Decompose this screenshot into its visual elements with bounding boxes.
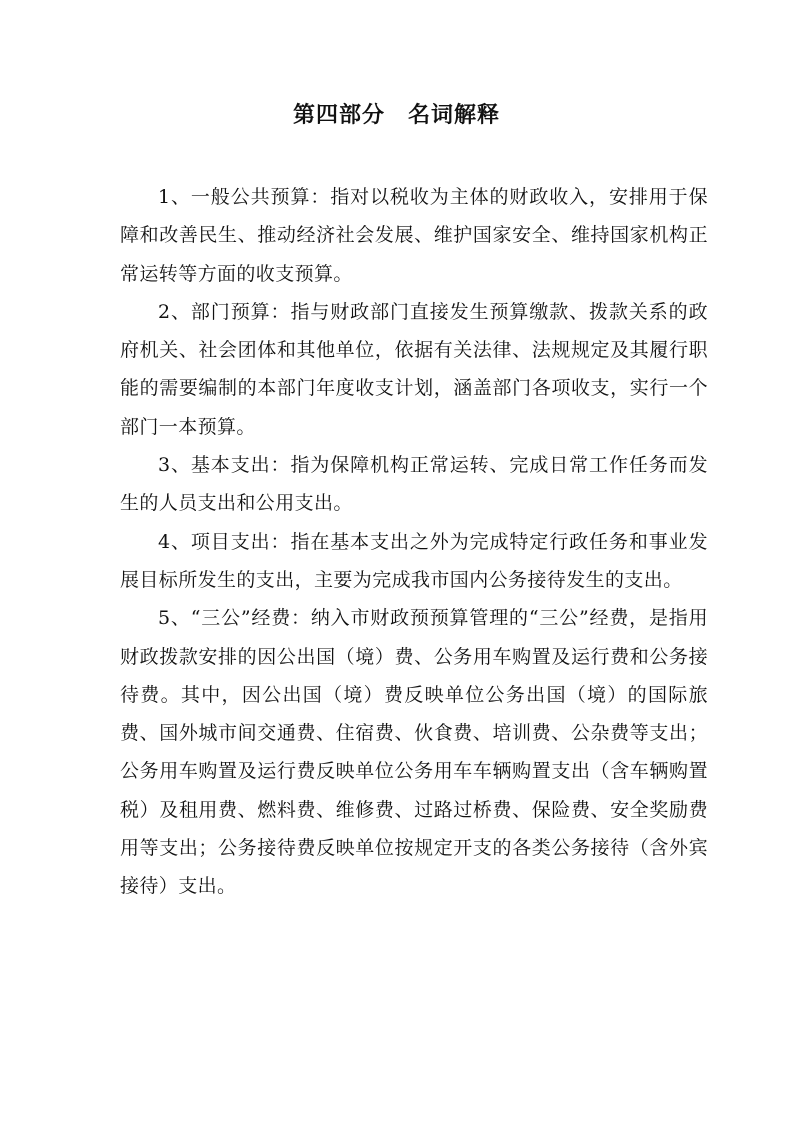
paragraph-project-expenditure: 4、项目支出：指在基本支出之外为完成特定行政任务和事业发展目标所发生的支出，主要为完成我市国内公务接待发生的支出。: [120, 530, 708, 591]
paragraph-three-public-expenses: 5、“三公”经费：纳入市财政预预算管理的“三公”经费，是指用财政拨款安排的因公出国（境）费、公务用车购置及运行费和公务接待费。其中，因公出国（境）费反映单位公务出国（境）的国际旅费、国外城市间交通费、住宿费、伙食费、培训费、公杂费等支出；公务用车购置及运行费反映单位公务用车车辆购置支出（含车辆购置税）及租用费、燃料费、维修费、过路过桥费、保险费、安全奖励费用等支出；公务接待费反映单位按规定开支的各类公务接待（含外宾接待）支出。: [120, 607, 708, 898]
document-body: [120, 178, 708, 906]
paragraph-department-budget: 2、部门预算：指与财政部门直接发生预算缴款、拨款关系的政府机关、社会团体和其他单位，依据有关法律、法规规定及其履行职能的需要编制的本部门年度收支计划，涵盖部门各项收支，实行一个部门一本预算。: [120, 300, 708, 438]
page-title: 第四部分 名词解释: [292, 103, 500, 128]
paragraph-basic-expenditure: 3、基本支出：指为保障机构正常运转、完成日常工作任务而发生的人员支出和公用支出。: [120, 454, 708, 515]
paragraph-general-public-budget: 1、一般公共预算：指对以税收为主体的财政收入，安排用于保障和改善民生、推动经济社会发展、维护国家安全、维持国家机构正常运转等方面的收支预算。: [120, 186, 708, 285]
